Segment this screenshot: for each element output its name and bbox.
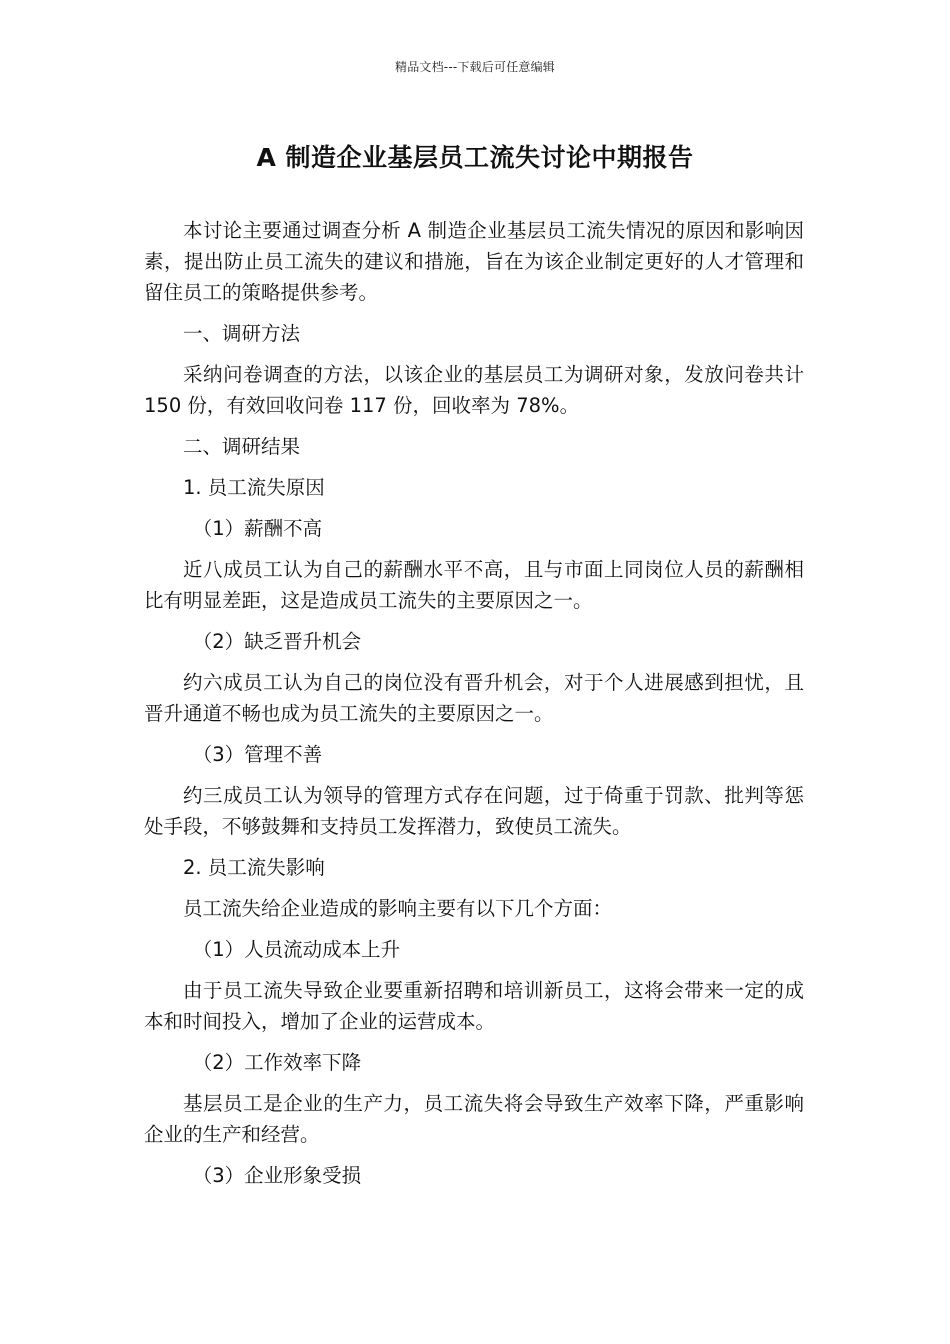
section-heading-results: 二、调研结果	[183, 435, 301, 458]
item-heading-management: （3）管理不善	[192, 743, 323, 766]
header-note: 精品文档---下载后可任意编辑	[395, 60, 555, 74]
paragraph-method: 采纳问卷调查的方法，以该企业的基层员工为调研对象，发放问卷共计 150 份，有效回收问卷 117 份，回收率为 78%。	[144, 363, 804, 417]
document-title: A 制造企业基层员工流失讨论中期报告	[256, 143, 694, 172]
item-heading-efficiency: （2）工作效率下降	[192, 1051, 362, 1074]
item-heading-promotion: （2）缺乏晋升机会	[192, 630, 362, 653]
subsection-heading-impact: 2. 员工流失影响	[183, 856, 325, 879]
paragraph-impact-intro: 员工流失给企业造成的影响主要有以下几个方面：	[183, 897, 613, 920]
item-heading-salary: （1）薪酬不高	[192, 517, 323, 540]
item-heading-image: （3）企业形象受损	[192, 1164, 362, 1187]
paragraph-intro: 本讨论主要通过调查分析 A 制造企业基层员工流失情况的原因和影响因素，提出防止员工流失的建议和措施，旨在为该企业制定更好的人才管理和留住员工的策略提供参考。	[144, 219, 804, 304]
paragraph-management: 约三成员工认为领导的管理方式存在问题，过于倚重于罚款、批判等惩处手段，不够鼓舞和支持员工发挥潜力，致使员工流失。	[144, 784, 804, 838]
paragraph-cost: 由于员工流失导致企业要重新招聘和培训新员工，这将会带来一定的成本和时间投入，增加了企业的运营成本。	[144, 979, 804, 1033]
paragraph-efficiency: 基层员工是企业的生产力，员工流失将会导致生产效率下降，严重影响企业的生产和经营。	[144, 1092, 804, 1146]
paragraph-salary: 近八成员工认为自己的薪酬水平不高，且与市面上同岗位人员的薪酬相比有明显差距，这是造成员工流失的主要原因之一。	[144, 558, 804, 612]
document-body	[144, 215, 804, 1201]
section-heading-method: 一、调研方法	[183, 322, 301, 345]
paragraph-promotion: 约六成员工认为自己的岗位没有晋升机会，对于个人进展感到担忧，且晋升通道不畅也成为员工流失的主要原因之一。	[144, 671, 804, 725]
item-heading-cost: （1）人员流动成本上升	[192, 938, 401, 961]
subsection-heading-causes: 1. 员工流失原因	[183, 476, 325, 499]
